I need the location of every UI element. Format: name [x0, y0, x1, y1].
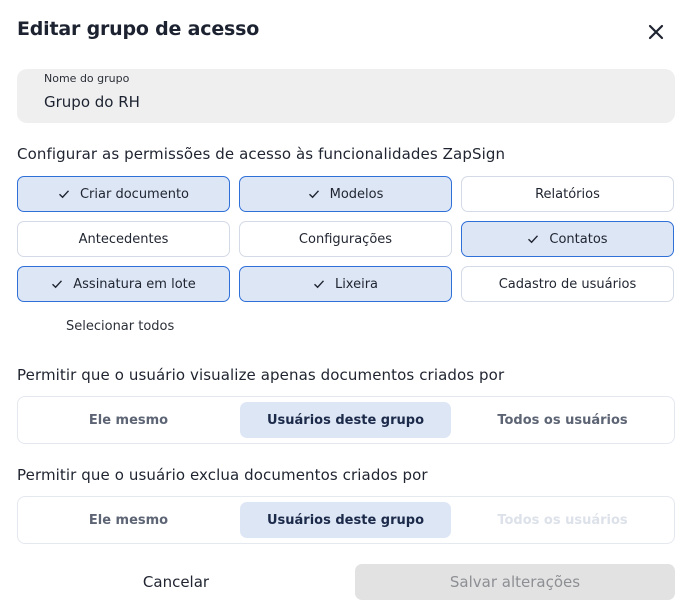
- check-icon: [58, 188, 70, 200]
- save-button[interactable]: Salvar alterações: [355, 564, 675, 600]
- check-icon: [308, 188, 320, 200]
- permission-antecedentes[interactable]: [17, 221, 230, 257]
- permissions-title: Configurar as permissões de acesso às funcionalidades ZapSign: [17, 145, 506, 163]
- view-scope-option-self[interactable]: Ele mesmo: [88, 412, 169, 428]
- group-name-input[interactable]: Grupo do RH: [44, 93, 140, 111]
- permission-assinatura-em-lote[interactable]: [17, 266, 230, 302]
- permission-modelos[interactable]: [239, 176, 452, 212]
- check-icon: [527, 233, 539, 245]
- permission-label: Configurações: [298, 231, 393, 247]
- dialog-title: Editar grupo de acesso: [17, 18, 260, 40]
- permission-label: Antecedentes: [78, 231, 169, 247]
- permission-criar-documento[interactable]: [17, 176, 230, 212]
- permission-contatos[interactable]: [461, 221, 674, 257]
- permission-label: Relatórios: [535, 186, 600, 202]
- delete-scope-selector: [17, 496, 675, 544]
- permission-label: Lixeira: [334, 276, 379, 292]
- close-button[interactable]: [642, 18, 670, 46]
- view-scope-option-group[interactable]: Usuários deste grupo: [240, 402, 451, 438]
- permission-cadastro-de-usuarios[interactable]: [461, 266, 674, 302]
- close-icon: [642, 18, 670, 46]
- view-scope-selector: [17, 396, 675, 444]
- select-all-link[interactable]: Selecionar todos: [66, 319, 175, 334]
- group-name-field[interactable]: [17, 69, 675, 123]
- view-scope-option-all[interactable]: Todos os usuários: [497, 412, 628, 428]
- delete-scope-title: Permitir que o usuário exclua documentos criados por: [17, 466, 428, 484]
- cancel-button[interactable]: Cancelar: [142, 573, 210, 591]
- permission-label: Criar documento: [79, 186, 190, 202]
- check-icon: [313, 278, 325, 290]
- permission-label: Cadastro de usuários: [498, 276, 637, 292]
- permission-label: Assinatura em lote: [73, 276, 196, 292]
- permission-relatorios[interactable]: [461, 176, 674, 212]
- delete-scope-option-self[interactable]: Ele mesmo: [88, 512, 169, 528]
- delete-scope-option-group[interactable]: Usuários deste grupo: [240, 502, 451, 538]
- group-name-label: Nome do grupo: [44, 72, 130, 85]
- permission-lixeira[interactable]: [239, 266, 452, 302]
- check-icon: [51, 278, 63, 290]
- permission-configuracoes[interactable]: [239, 221, 452, 257]
- permission-label: Modelos: [329, 186, 384, 202]
- permission-label: Contatos: [549, 231, 608, 247]
- view-scope-title: Permitir que o usuário visualize apenas documentos criados por: [17, 366, 505, 384]
- delete-scope-option-all[interactable]: Todos os usuários: [497, 512, 628, 528]
